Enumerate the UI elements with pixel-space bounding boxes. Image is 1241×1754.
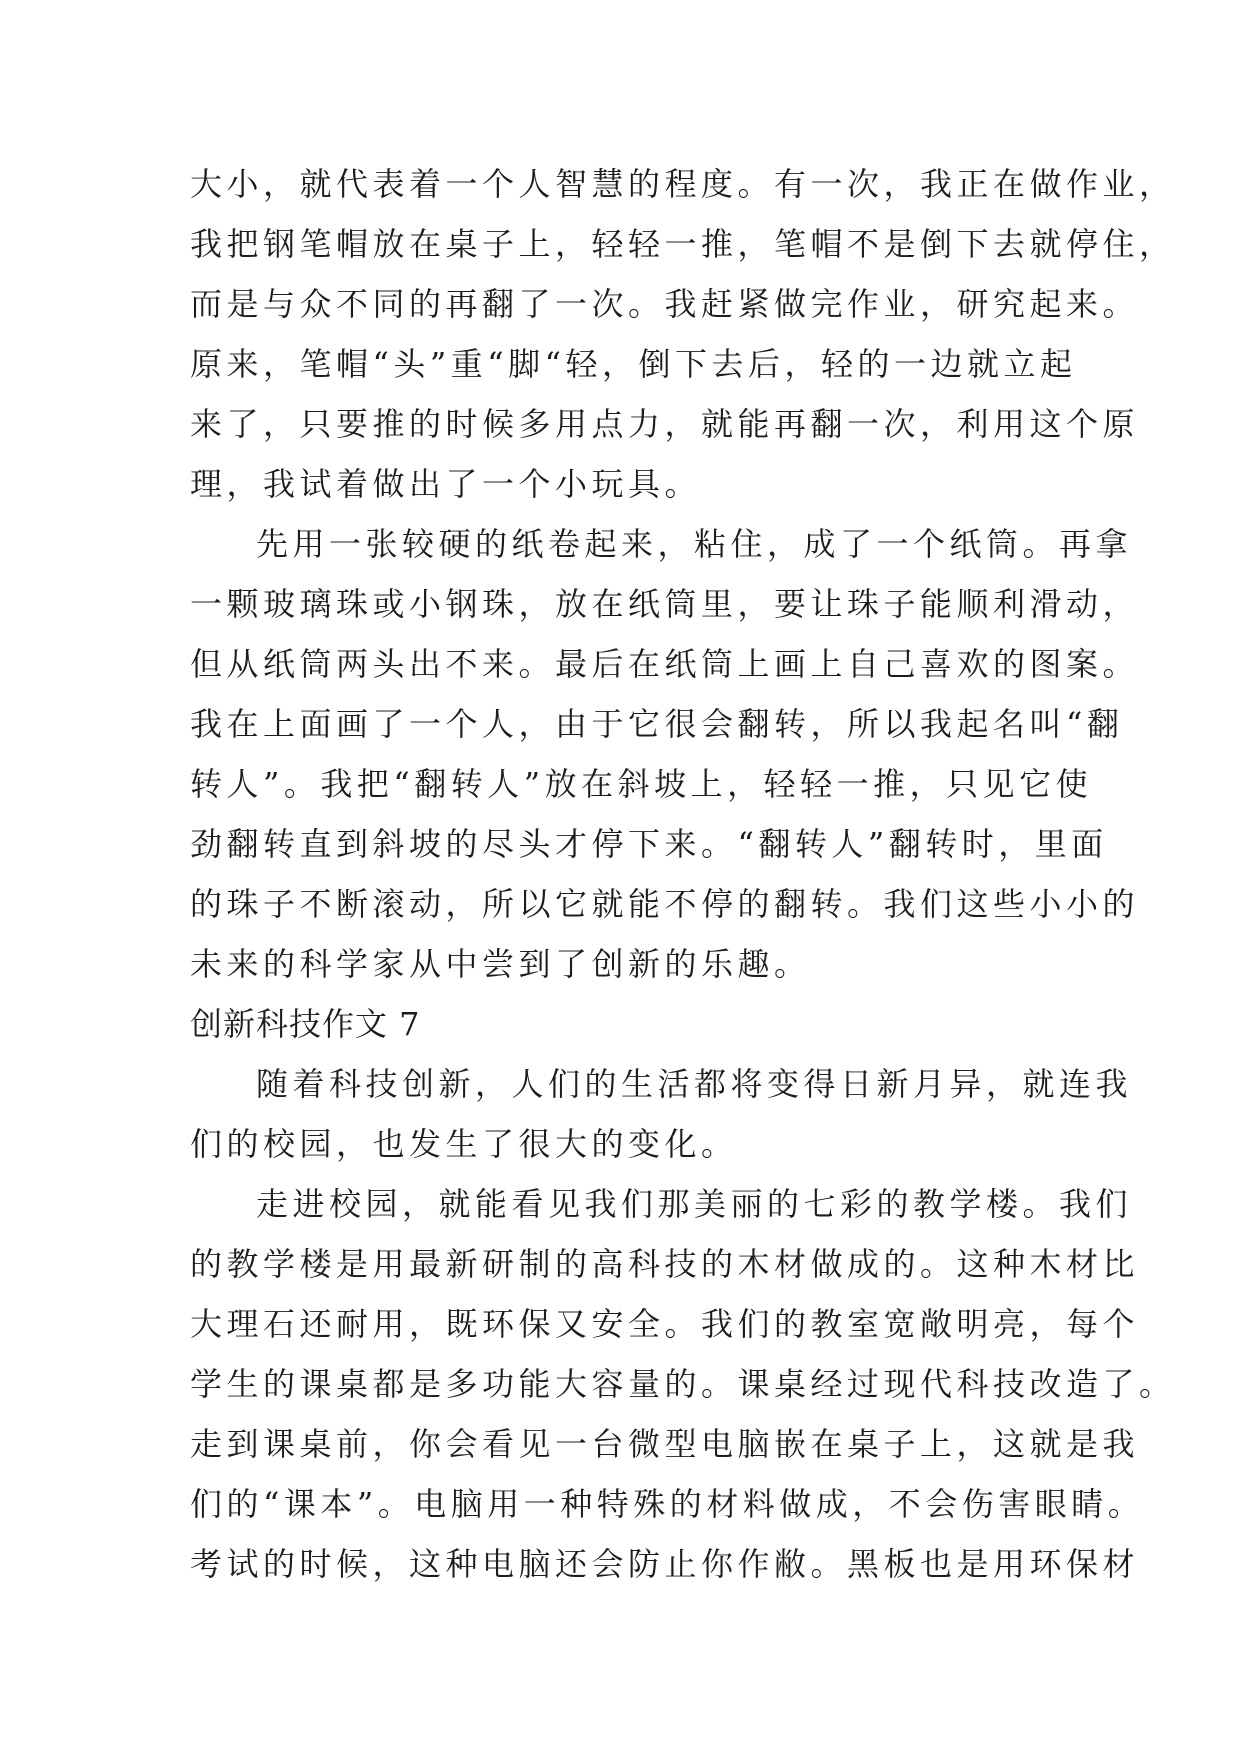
- text-line: 们的校园，也发生了很大的变化。: [190, 1125, 738, 1163]
- text-line: 走进校园，就能看见我们那美丽的七彩的教学楼。我们: [256, 1185, 1133, 1223]
- text-line: 大小，就代表着一个人智慧的程度。有一次，我正在做作业，: [190, 165, 1176, 203]
- text-line: 但从纸筒两头出不来。最后在纸筒上画上自己喜欢的图案。: [190, 645, 1140, 683]
- text-line: 理，我试着做出了一个小玩具。: [190, 465, 702, 503]
- text-line: 我把钢笔帽放在桌子上，轻轻一推，笔帽不是倒下去就停住，: [190, 225, 1176, 263]
- text-line: 来了，只要推的时候多用点力，就能再翻一次，利用这个原: [190, 405, 1140, 443]
- text-line: 劲翻转直到斜坡的尽头才停下来。“翻转人”翻转时，里面: [190, 825, 1108, 863]
- text-line: 我在上面画了一个人，由于它很会翻转，所以我起名叫“翻: [190, 705, 1124, 743]
- text-line: 一颗玻璃珠或小钢珠，放在纸筒里，要让珠子能顺利滑动，: [190, 585, 1140, 623]
- text-line: 们的“课本”。电脑用一种特殊的材料做成，不会伤害眼睛。: [190, 1485, 1145, 1523]
- text-line: 大理石还耐用，既环保又安全。我们的教室宽敞明亮，每个: [190, 1305, 1140, 1343]
- text-line: 原来，笔帽“头”重“脚“轻，倒下去后，轻的一边就立起: [190, 345, 1077, 383]
- essay-body: [190, 154, 1176, 1594]
- text-line: 学生的课桌都是多功能大容量的。课桌经过现代科技改造了。: [190, 1365, 1176, 1403]
- section-heading: 创新科技作文 7: [190, 1005, 421, 1043]
- text-line: 转人”。我把“翻转人”放在斜坡上，轻轻一推，只见它使: [190, 765, 1093, 803]
- text-line: 的教学楼是用最新研制的高科技的木材做成的。这种木材比: [190, 1245, 1140, 1283]
- text-line: 先用一张较硬的纸卷起来，粘住，成了一个纸筒。再拿: [256, 525, 1133, 563]
- text-line: 的珠子不断滚动，所以它就能不停的翻转。我们这些小小的: [190, 885, 1140, 923]
- text-line: 未来的科学家从中尝到了创新的乐趣。: [190, 945, 811, 983]
- text-line: 考试的时候，这种电脑还会防止你作敝。黑板也是用环保材: [190, 1545, 1140, 1583]
- text-line: 而是与众不同的再翻了一次。我赶紧做完作业，研究起来。: [190, 285, 1140, 323]
- text-line: 走到课桌前，你会看见一台微型电脑嵌在桌子上，这就是我: [190, 1425, 1140, 1463]
- text-line: 随着科技创新，人们的生活都将变得日新月异，就连我: [256, 1065, 1133, 1103]
